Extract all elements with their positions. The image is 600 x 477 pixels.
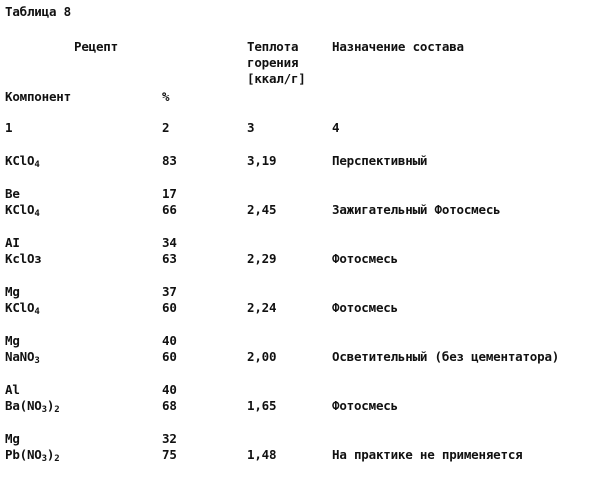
cell-component: KClO$_4$	[5, 202, 40, 219]
cell-heat: 1,48	[247, 447, 277, 462]
cell-purpose: Перспективный	[332, 153, 428, 168]
cell-purpose: На практике не применяется	[332, 447, 523, 462]
table-row	[0, 300, 600, 315]
column-number: 4	[332, 120, 340, 135]
table-row	[0, 202, 600, 217]
table-row	[0, 431, 600, 446]
cell-heat: 2,29	[247, 251, 277, 266]
cell-percent: 37	[162, 284, 177, 299]
table-row	[0, 398, 600, 413]
cell-heat: 2,24	[247, 300, 277, 315]
cell-component: $Pb(NO_3)_2$	[5, 447, 60, 464]
header-heat-line-1: Теплота	[247, 39, 299, 54]
header-recipe: Рецепт	[74, 39, 118, 54]
header-purpose: Назначение состава	[332, 39, 464, 54]
cell-percent: 40	[162, 382, 177, 397]
cell-component: KClO$_4$	[5, 153, 40, 170]
cell-component: NaNO$_3$	[5, 349, 40, 366]
header-heat-line-2: горения	[247, 55, 299, 70]
cell-purpose: Зажигательный Фотосмесь	[332, 202, 501, 217]
cell-percent: 68	[162, 398, 177, 413]
cell-percent: 60	[162, 349, 177, 364]
table-row	[0, 333, 600, 348]
table-row	[0, 235, 600, 250]
cell-component: KclOз	[5, 251, 42, 266]
table-row	[0, 251, 600, 266]
cell-heat: 1,65	[247, 398, 277, 413]
cell-percent: 32	[162, 431, 177, 446]
cell-component: AI	[5, 235, 20, 250]
header-heat-line-3: [ккал/г]	[247, 71, 306, 86]
cell-percent: 63	[162, 251, 177, 266]
cell-component: Be	[5, 186, 20, 201]
column-number: 1	[5, 120, 13, 135]
cell-percent: 17	[162, 186, 177, 201]
cell-heat: 2,00	[247, 349, 277, 364]
cell-component: Al	[5, 382, 20, 397]
table-row	[0, 284, 600, 299]
header-percent: %	[162, 89, 170, 104]
header-component: Компонент	[5, 89, 71, 104]
cell-percent: 66	[162, 202, 177, 217]
cell-heat: 2,45	[247, 202, 277, 217]
cell-percent: 83	[162, 153, 177, 168]
cell-component: Mg	[5, 284, 20, 299]
cell-percent: 40	[162, 333, 177, 348]
table-row	[0, 186, 600, 201]
column-number: 3	[247, 120, 255, 135]
cell-heat: 3,19	[247, 153, 277, 168]
table-row	[0, 447, 600, 462]
cell-component: Mg	[5, 333, 20, 348]
cell-purpose: Осветительный (без цементатора)	[332, 349, 560, 364]
cell-purpose: Фотосмесь	[332, 300, 398, 315]
column-number: 2	[162, 120, 170, 135]
table-row	[0, 153, 600, 168]
cell-percent: 60	[162, 300, 177, 315]
cell-purpose: Фотосмесь	[332, 398, 398, 413]
cell-purpose: Фотосмесь	[332, 251, 398, 266]
cell-percent: 75	[162, 447, 177, 462]
table-row	[0, 349, 600, 364]
table-title: Таблица 8	[5, 4, 71, 19]
cell-percent: 34	[162, 235, 177, 250]
cell-component: Mg	[5, 431, 20, 446]
cell-component: $Ba(NO_3)_2$	[5, 398, 60, 415]
cell-component: KClO$_4$	[5, 300, 40, 317]
table-row	[0, 382, 600, 397]
